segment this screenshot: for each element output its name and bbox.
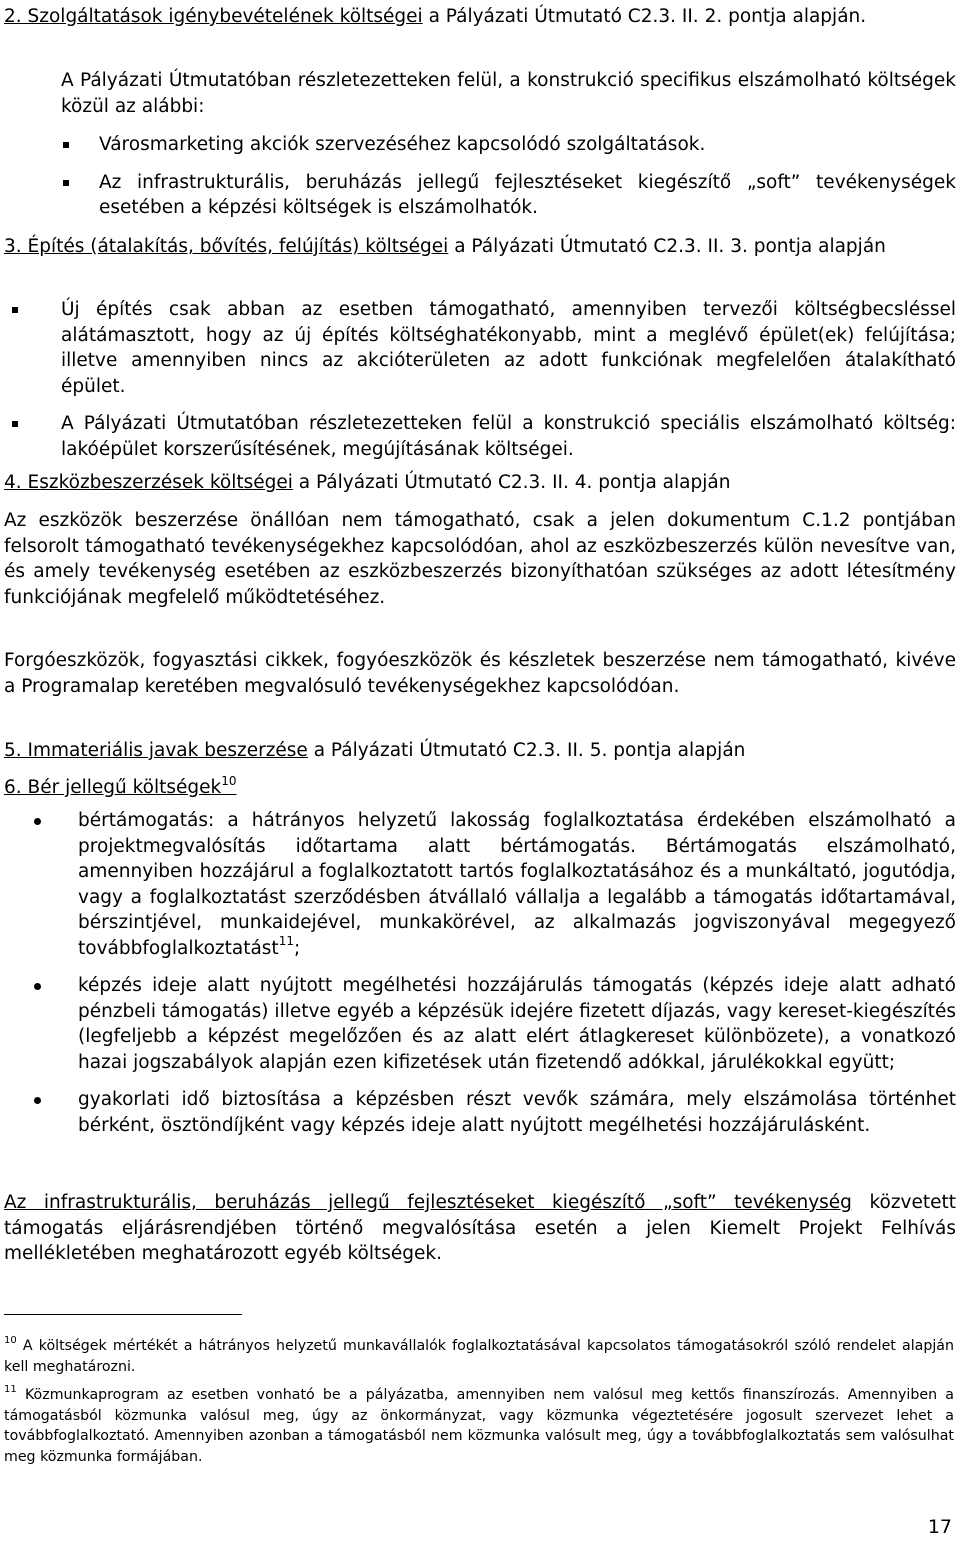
- square-bullet-icon: [12, 421, 18, 427]
- footnotes: [4, 1336, 954, 1467]
- footnote-number: 11: [4, 1384, 17, 1396]
- section-3-title: 3. Építés (átalakítás, bővítés, felújítás) költségei: [4, 236, 449, 257]
- bullet-dot-icon: [34, 1097, 41, 1104]
- square-bullet-icon: [12, 307, 18, 313]
- section-3-list: [4, 297, 956, 462]
- list-item: [61, 132, 956, 158]
- list-item: [4, 973, 956, 1075]
- list-item: [4, 411, 956, 462]
- section-2-heading: [4, 4, 956, 30]
- section-2-title: 2. Szolgáltatások igénybevételének költségei: [4, 6, 423, 27]
- section-6-title-text: 6. Bér jellegű költségek: [4, 777, 222, 798]
- section-3-heading: [4, 234, 956, 260]
- section-2-list: [61, 132, 956, 221]
- list-item-text: A Pályázati Útmutatóban részletezetteken felül a konstrukció speciális elszámolható költség: lakóépület korszerűsítésének, megújításának költségei.: [61, 413, 956, 460]
- closing-underlined: Az infrastrukturális, beruházás jellegű fejlesztéseket kiegészítő „soft” tevékenység: [4, 1192, 852, 1213]
- section-5-title-rest: a Pályázati Útmutató C2.3. II. 5. pontja alapján: [307, 740, 746, 761]
- list-item-end: ;: [293, 937, 301, 959]
- section-2-title-rest: a Pályázati Útmutató C2.3. II. 2. pontja alapján.: [422, 6, 867, 27]
- footnote-ref: 11: [278, 934, 294, 949]
- section-4-title-rest: a Pályázati Útmutató C2.3. II. 4. pontja alapján: [292, 472, 731, 493]
- list-item: [4, 808, 956, 961]
- bullet-dot-icon: [34, 818, 41, 825]
- section-2-intro: A Pályázati Útmutatóban részletezetteken felül, a konstrukció specifikus elszámolható költségek közül az alábbi:: [61, 70, 956, 117]
- list-item-text: Városmarketing akciók szervezéséhez kapcsolódó szolgáltatások.: [99, 134, 706, 155]
- section-6-heading: [4, 775, 956, 801]
- square-bullet-icon: [63, 142, 69, 148]
- list-item-text: gyakorlati idő biztosítása a képzésben részt vevők számára, mely elszámolása történhet bérként, ösztöndíjként vagy képzés ideje alatt nyújtott megélhetési hozzájárulásként.: [78, 1089, 956, 1136]
- section-5-heading: [4, 738, 956, 764]
- section-4-title: 4. Eszközbeszerzések költségei: [4, 472, 293, 493]
- section-3-title-rest: a Pályázati Útmutató C2.3. II. 3. pontja alapján: [448, 236, 886, 257]
- bullet-dot-icon: [34, 983, 41, 990]
- closing-rest: közvetett támogatás eljárásrendjében történő megvalósítása esetén a jelen Kiemelt Projekt Felhívás mellékletében meghatározott egyéb költségek.: [4, 1192, 956, 1264]
- footnote-text: Közmunkaprogram az esetben vonható be a pályázatba, amennyiben nem valósul meg kettős finanszírozás. Amennyiben a támogatásból közmunka valósul meg, úgy az önkormányzat, vagy közmunka végeztetésére jogosult szervezet lehet a továbbfoglalkoztató. Amennyiben azonban a támogatásból nem közmunka valósult meg, úgy a továbbfoglalkoztatás sem valósulhat meg közmunka formájában.: [4, 1387, 954, 1465]
- footnote-text: A költségek mértékét a hátrányos helyzetű munkavállalók foglalkoztatásával kapcsolatos támogatásokról szóló rendelet alapján kell meghatározni.: [4, 1338, 954, 1375]
- section-5-title: 5. Immateriális javak beszerzése: [4, 740, 308, 761]
- section-4-paragraph-2: Forgóeszközök, fogyasztási cikkek, fogyóeszközök és készletek beszerzése nem támogatható, kivéve a Programalap keretében megvalósuló tevékenységekhez kapcsolódóan.: [4, 650, 956, 697]
- page-number: 17: [927, 1516, 952, 1538]
- section-6-title: [4, 773, 237, 798]
- section-6-list: [4, 808, 956, 1138]
- list-item: [61, 170, 956, 221]
- list-item: [4, 297, 956, 399]
- section-4-paragraph-1: Az eszközök beszerzése önállóan nem támogatható, csak a jelen dokumentum C.1.2 pontjában felsorolt támogatható tevékenységekhez kapcsolódóan, ahol az eszközbeszerzés külön nevesítve van, és amely tevékenység esetében az eszközbeszerzés bizonyíthatóan szükséges az adott létesítmény funkciójának megfelelő működtetéséhez.: [4, 510, 956, 608]
- list-item-text: Az infrastrukturális, beruházás jellegű fejlesztéseket kiegészítő „soft” tevékenységek esetében a képzési költségek is elszámolhatók.: [99, 171, 956, 218]
- list-item-text: Új építés csak abban az esetben támogatható, amennyiben tervezői költségbecsléssel alátámasztott, hogy az új építés költséghatékonyabb, mint a meglévő épület(ek) felújítása; illetve amennyiben nincs az akcióterületen az adott funkciónak megfelelően átalakítható épület.: [61, 299, 956, 397]
- footnote-divider: [4, 1314, 242, 1315]
- list-item-text: bértámogatás: a hátrányos helyzetű lakosság foglalkoztatása érdekében elszámolható a projektmegvalósítás időtartama alatt bértámogatás. Bértámogatás elszámolható, amennyiben hozzájárul a foglalkoztatott tartós foglalkoztatásához és a munkáltató, jogutódja, vagy a foglalkoztatást szerződésben átvállaló vállalja a legalább a támogatás időtartamával, bérszintjével, munkaidejével, munkakörével, az alkalmazás jogviszonyával megegyező továbbfoglalkoztatást: [78, 810, 956, 959]
- footnote-11: [4, 1385, 954, 1467]
- section-4-heading: [4, 470, 956, 496]
- list-item-text: képzés ideje alatt nyújtott megélhetési hozzájárulás támogatás (képzés ideje alatt adható pénzbeli támogatás) illetve egyéb a képzésük idejére fizetett díjazás, vagy kereset-kiegészítés (legfeljebb a képzést megelőzően és az alatt elért átlagkereset különbözete), a vonatkozó hazai jogszabályok alapján ezen kifizetések után fizetendő adókkal, járulékokkal együtt;: [78, 975, 956, 1073]
- square-bullet-icon: [63, 180, 69, 186]
- list-item: [4, 1087, 956, 1138]
- footnote-number: 10: [4, 1335, 17, 1347]
- closing-paragraph: [4, 1190, 956, 1267]
- footnote-ref: 10: [221, 773, 237, 788]
- footnote-10: [4, 1336, 954, 1377]
